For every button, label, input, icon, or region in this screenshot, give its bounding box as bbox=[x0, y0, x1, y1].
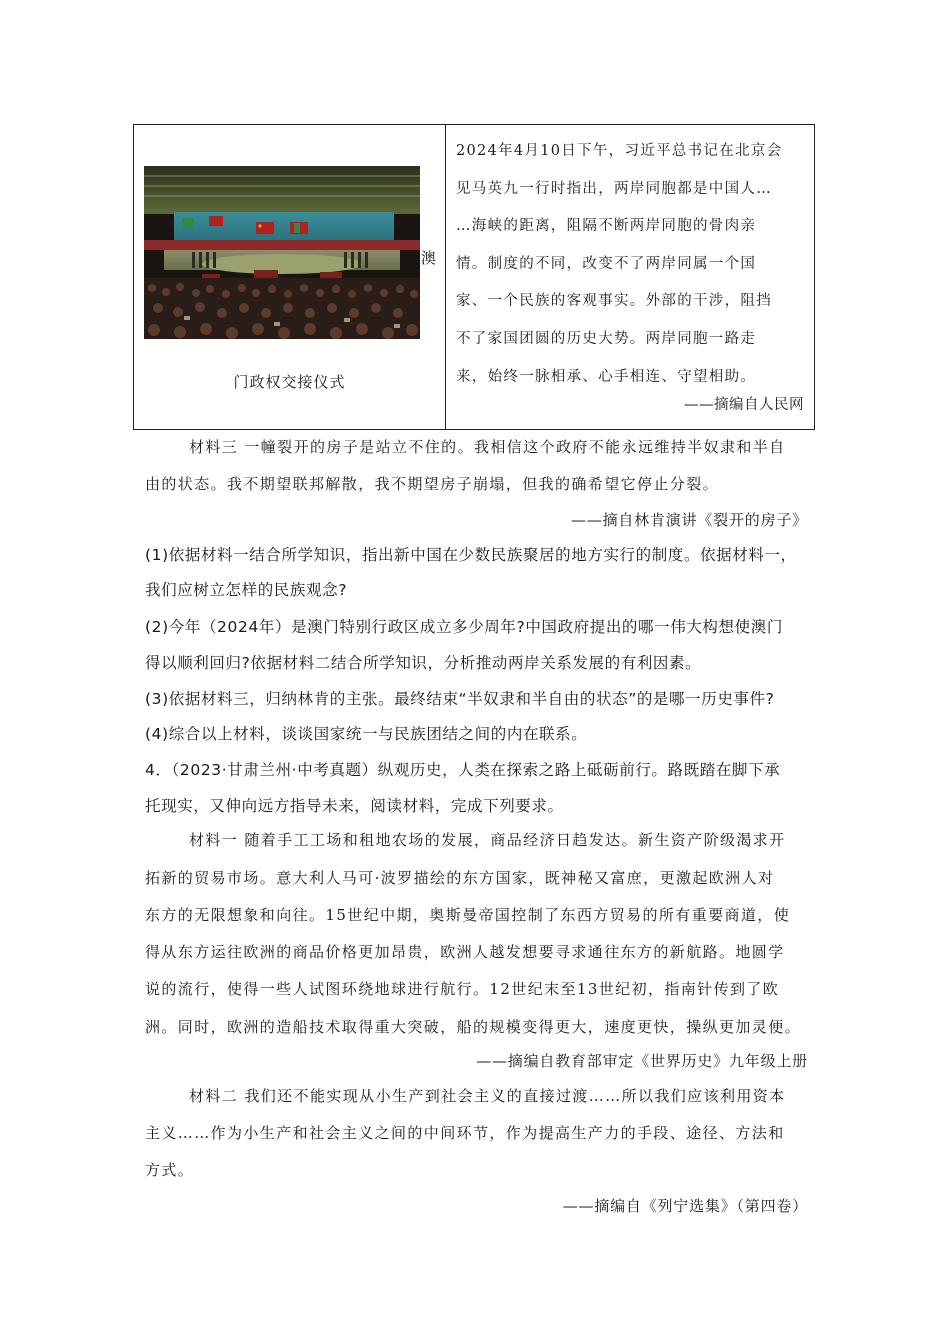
material2-line: …海峡的距离，阻隔不断两岸同胞的骨肉亲 bbox=[456, 218, 757, 235]
question-line: (3)依据材料三，归纳林肯的主张。最终结束“半奴隶和半自由的状态”的是哪一历史事件? bbox=[145, 690, 775, 708]
question-line: (1)依据材料一结合所学知识，指出新中国在少数民族聚居的地方实行的制度。依据材料一， bbox=[145, 546, 797, 564]
q4-material2-line: 主义……作为小生产和社会主义之间的中间环节，作为提高生产力的手段、途径、方法和 bbox=[145, 1124, 785, 1142]
q4-material1-line: 东方的无限想象和向往。15世纪中期，奥斯曼帝国控制了东西方贸易的所有重要商道，使 bbox=[145, 906, 791, 924]
caption-first-char: 澳 bbox=[421, 249, 437, 267]
q4-material2-line: 材料二 我们还不能实现从小生产到社会主义的直接过渡……所以我们应该利用资本 bbox=[189, 1087, 786, 1105]
material2-line: 2024年4月10日下午，习近平总书记在北京会 bbox=[456, 143, 783, 159]
material2-line: 情。制度的不同，改变不了两岸同属一个国 bbox=[456, 255, 757, 272]
q4-material1-source: ——摘编自教育部审定《世界历史》九年级上册 bbox=[476, 1052, 808, 1070]
q4-material2-line: 方式。 bbox=[145, 1161, 195, 1179]
question-line: (4)综合以上材料，谈谈国家统一与民族团结之间的内在联系。 bbox=[145, 725, 588, 743]
material2-line: 来，始终一脉相承、心手相连、守望相助。 bbox=[456, 368, 757, 385]
question-line: 得以顺利回归?依据材料二结合所学知识，分析推动两岸关系发展的有利因素。 bbox=[145, 654, 702, 672]
q4-material1-line: 得从东方运往欧洲的商品价格更加昂贵，欧洲人越发想要寻求通往东方的新航路。地圆学 bbox=[145, 943, 785, 961]
material2-line: 不了家国团圆的历史大势。两岸同胞一路走 bbox=[456, 330, 757, 347]
photo-caption: 门政权交接仪式 bbox=[233, 373, 346, 391]
material3-line: 材料三 一幢裂开的房子是站立不住的。我相信这个政府不能永远维持半奴隶和半自 bbox=[189, 438, 786, 456]
q4-stem-line: 托现实，又伸向远方指导未来，阅读材料，完成下列要求。 bbox=[145, 797, 564, 815]
material2-line: 家、一个民族的客观事实。外部的干涉，阻挡 bbox=[456, 293, 772, 310]
table-divider bbox=[445, 125, 446, 429]
q4-material1-line: 洲。同时，欧洲的造船技术取得重大突破，船的规模变得更大，速度更快，操纵更加灵便。 bbox=[145, 1018, 802, 1036]
q4-material1-line: 拓新的贸易市场。意大利人马可·波罗描绘的东方国家，既神秘又富庶，更激起欧洲人对 bbox=[145, 869, 775, 887]
q4-material2-source: ——摘编自《列宁选集》（第四卷） bbox=[562, 1197, 808, 1215]
material2-text bbox=[456, 133, 806, 396]
question-line: 我们应树立怎样的民族观念? bbox=[145, 581, 348, 599]
material-table bbox=[133, 124, 815, 430]
material2-source: ——摘编自人民网 bbox=[684, 397, 804, 413]
material2-line: 见马英九一行时指出，两岸同胞都是中国人… bbox=[456, 180, 772, 197]
q4-material1-line: 说的流行，使得一些人试图环绕地球进行航行。12世纪末至13世纪初，指南针传到了欧 bbox=[145, 980, 780, 998]
q4-stem-line: 4．（2023·甘肃兰州·中考真题）纵观历史，人类在探索之路上砥砺前行。路既踏在脚下承 bbox=[145, 761, 781, 779]
material3-line: 由的状态。我不期望联邦解散，我不期望房子崩塌，但我的确希望它停止分裂。 bbox=[145, 475, 720, 493]
material3-source: ——摘自林肯演讲《裂开的房子》 bbox=[570, 511, 808, 529]
macau-handover-ceremony-photo bbox=[144, 166, 420, 339]
question-line: (2)今年（2024年）是澳门特别行政区成立多少周年?中国政府提出的哪一伟大构想使澳门 bbox=[145, 618, 783, 636]
q4-material1-line: 材料一 随着手工工场和租地农场的发展，商品经济日趋发达。新生资产阶级渴求开 bbox=[189, 831, 786, 849]
